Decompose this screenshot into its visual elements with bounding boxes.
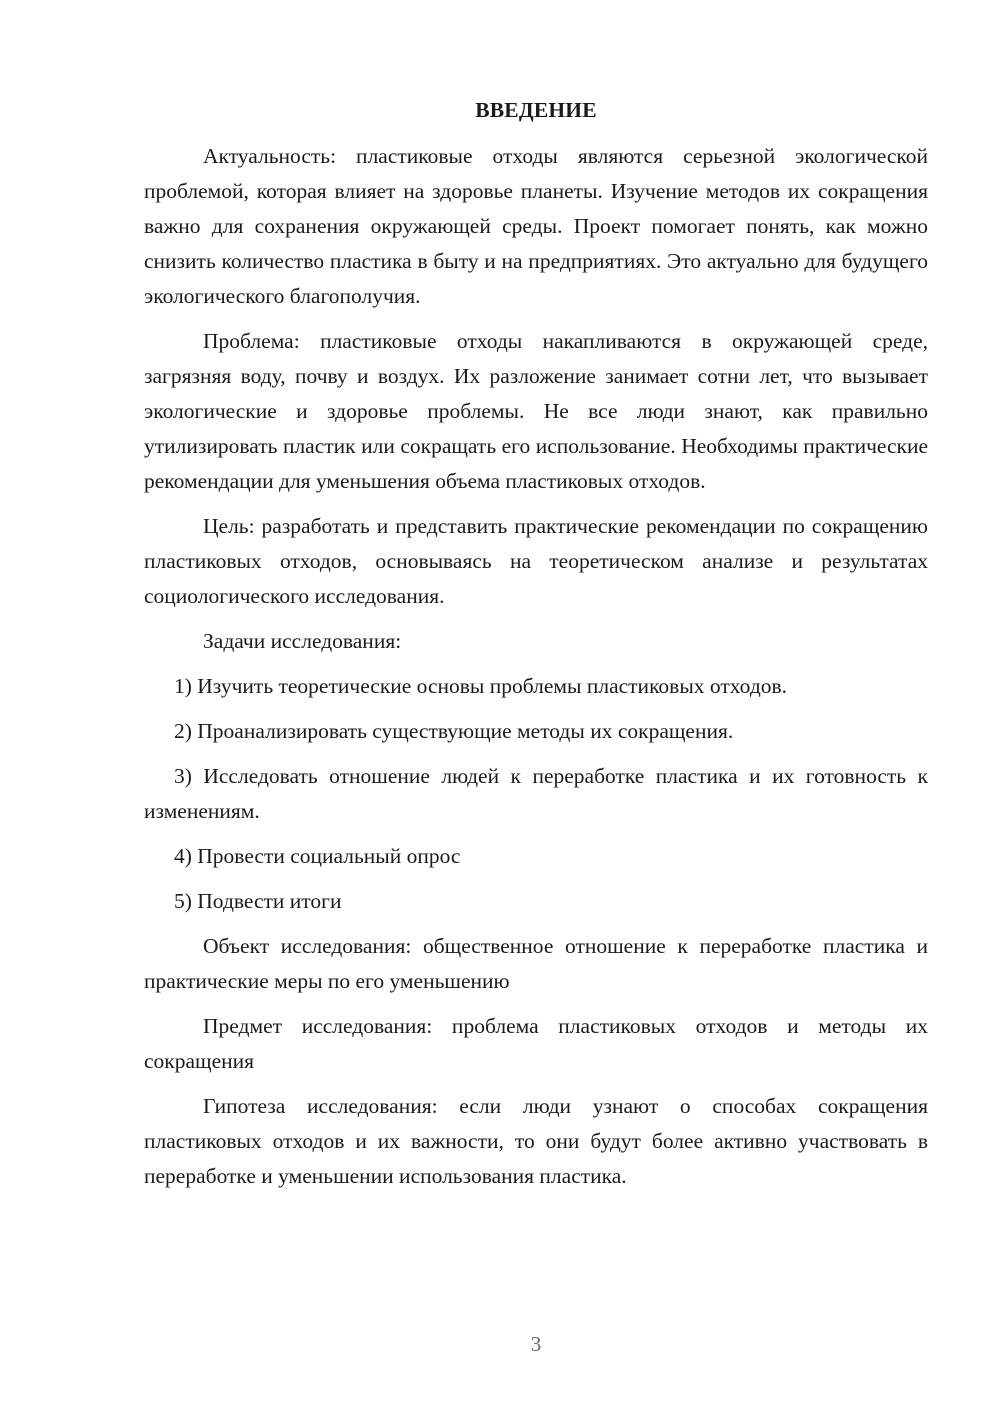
task-item: 1) Изучить теоретические основы проблемы пластиковых отходов.: [174, 674, 788, 698]
relevance-paragraph: Актуальность: пластиковые отходы являются серьезной экологической проблемой, которая влияет на здоровье планеты. Изучение методов их сокращения важно для сохранения окружающей среды. Проект помогает понять, как можно снизить количество пластика в быту и на предприятиях. Это актуально для будущего экологического благополучия.: [144, 144, 928, 308]
object-paragraph: Объект исследования: общественное отношение к переработке пластика и практические меры по его уменьшению: [144, 934, 928, 993]
document-body: [144, 90, 928, 1204]
tasks-list: [144, 669, 928, 919]
hypothesis-paragraph: Гипотеза исследования: если люди узнают о способах сокращения пластиковых отходов и их важности, то они будут более активно участвовать в переработке и уменьшении использования пластика.: [144, 1094, 928, 1188]
task-item: 4) Провести социальный опрос: [174, 844, 461, 868]
page-number: 3: [530, 1332, 542, 1356]
problem-paragraph: Проблема: пластиковые отходы накапливаются в окружающей среде, загрязняя воду, почву и воздух. Их разложение занимает сотни лет, что вызывает экологические и здоровье проблемы. Не все люди знают, как правильно утилизировать пластик или сокращать его использование. Необходимы практические рекомендации для уменьшения объема пластиковых отходов.: [144, 329, 928, 493]
section-heading: ВВЕДЕНИЕ: [475, 98, 597, 122]
goal-paragraph: Цель: разработать и представить практические рекомендации по сокращению пластиковых отходов, основываясь на теоретическом анализе и результатах социологического исследования.: [144, 514, 928, 608]
task-item: 2) Проанализировать существующие методы их сокращения.: [174, 719, 734, 743]
task-item: 5) Подвести итоги: [174, 889, 342, 913]
subject-paragraph: Предмет исследования: проблема пластиковых отходов и методы их сокращения: [144, 1014, 928, 1073]
task-item: 3) Исследовать отношение людей к переработке пластика и их готовность к изменениям.: [144, 764, 928, 823]
tasks-title: Задачи исследования:: [203, 629, 402, 653]
